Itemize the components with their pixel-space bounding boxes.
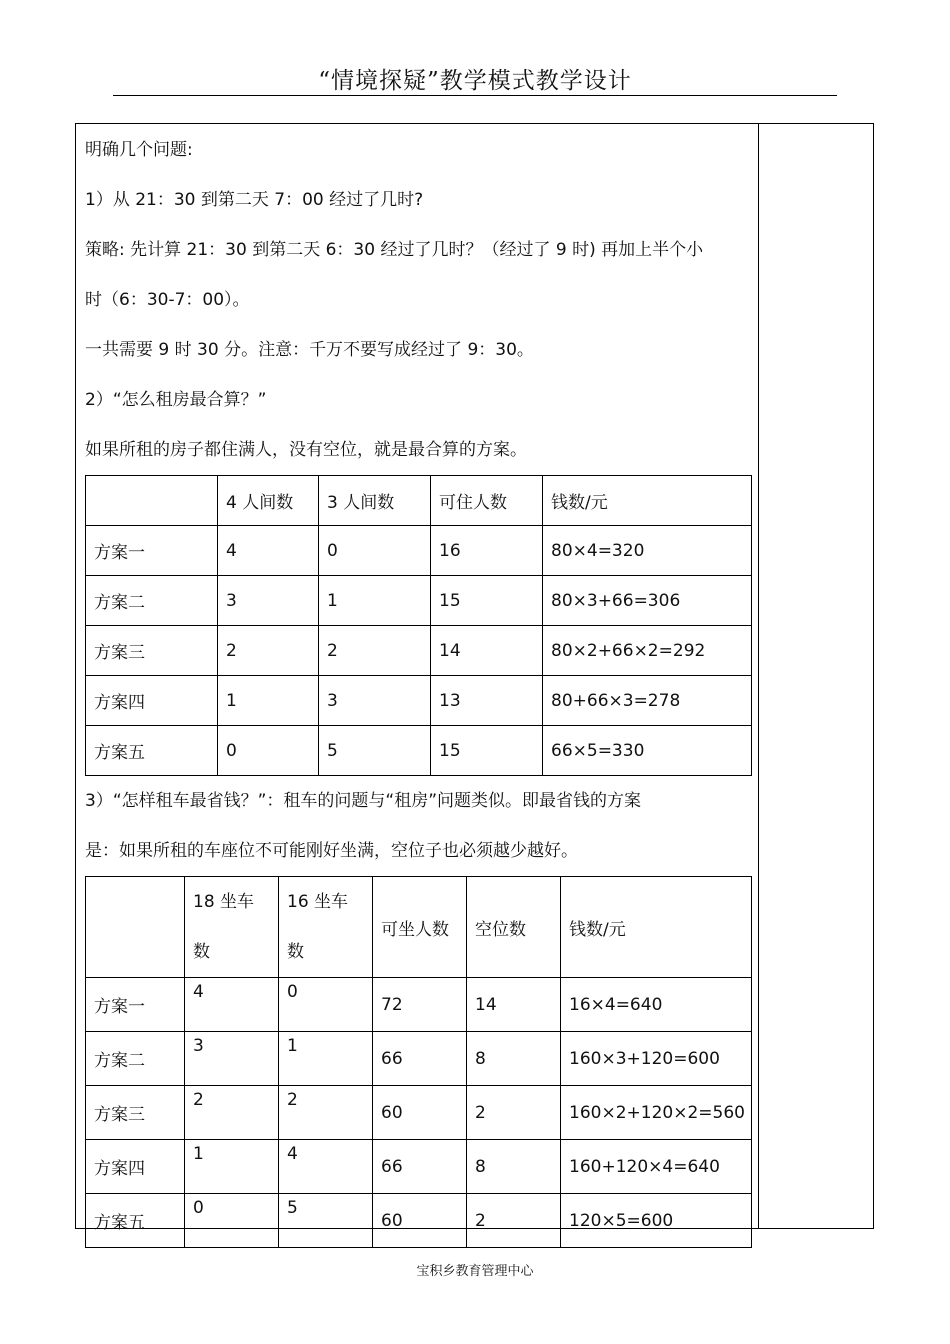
table-cell: 方案一 [86, 526, 218, 576]
table-cell: 方案三 [86, 1086, 185, 1140]
table-cell: 66×5=330 [543, 726, 752, 776]
paragraph-question-3: 3）“怎样租车最省钱？”：租车的问题与“租房”问题类似。即最省钱的方案 [85, 791, 642, 811]
paragraph-housing-rule: 如果所租的房子都住满人，没有空位，就是最合算的方案。 [85, 440, 527, 460]
header-cell: 18 坐车数 [185, 877, 279, 978]
table-cell: 方案一 [86, 978, 185, 1032]
table-cell: 120×5=600 [561, 1194, 752, 1248]
table-cell: 15 [431, 726, 543, 776]
table-cell: 14 [431, 626, 543, 676]
table-cell: 80×2+66×2=292 [543, 626, 752, 676]
table-cell: 13 [431, 676, 543, 726]
table-row [86, 1194, 752, 1248]
table-header-row [86, 476, 752, 526]
header-cell: 可坐人数 [373, 877, 467, 978]
table-cell: 0 [218, 726, 319, 776]
table-cell: 1 [218, 676, 319, 726]
header-cell [86, 476, 218, 526]
table-cell: 2 [185, 1086, 279, 1140]
table-cell: 方案三 [86, 626, 218, 676]
table-cell: 66 [373, 1032, 467, 1086]
table-cell: 方案二 [86, 576, 218, 626]
header-cell: 3 人间数 [319, 476, 431, 526]
table-row [86, 626, 752, 676]
table-row [86, 676, 752, 726]
header-cell: 4 人间数 [218, 476, 319, 526]
header-cell [86, 877, 185, 978]
table-cell: 3 [218, 576, 319, 626]
table-cell: 2 [467, 1086, 561, 1140]
table-cell: 1 [319, 576, 431, 626]
header-rule [113, 95, 837, 96]
page-footer: 宝积乡教育管理中心 [416, 1264, 534, 1279]
header-cell: 钱数/元 [561, 877, 752, 978]
table-cell: 1 [185, 1140, 279, 1194]
table-cell: 15 [431, 576, 543, 626]
paragraph-intro: 明确几个问题: [85, 140, 193, 160]
table-cell: 72 [373, 978, 467, 1032]
table-cell: 4 [279, 1140, 373, 1194]
table-cell: 3 [185, 1032, 279, 1086]
table-cell: 160×3+120=600 [561, 1032, 752, 1086]
table-cell: 0 [185, 1194, 279, 1248]
table-cell: 0 [279, 978, 373, 1032]
table-cell: 5 [319, 726, 431, 776]
table-cell: 66 [373, 1140, 467, 1194]
paragraph-strategy: 策略: 先计算 21：30 到第二天 6：30 经过了几时？（经过了 9 时) 再加上半个小 [85, 240, 704, 260]
header-cell: 空位数 [467, 877, 561, 978]
table-row [86, 978, 752, 1032]
table-cell: 方案二 [86, 1032, 185, 1086]
table-cell: 方案四 [86, 1140, 185, 1194]
table-row [86, 526, 752, 576]
table-cell: 0 [319, 526, 431, 576]
table-cell: 方案五 [86, 1194, 185, 1248]
table-cell: 4 [218, 526, 319, 576]
table-cell: 3 [319, 676, 431, 726]
paragraph-car-rule: 是：如果所租的车座位不可能刚好坐满，空位子也必须越少越好。 [85, 841, 578, 861]
table-cell: 14 [467, 978, 561, 1032]
table-cell: 60 [373, 1086, 467, 1140]
table-cell: 方案五 [86, 726, 218, 776]
table-cell: 2 [467, 1194, 561, 1248]
table-cell: 160+120×4=640 [561, 1140, 752, 1194]
car-rental-table [85, 876, 752, 1248]
frame-column-divider [758, 123, 759, 1229]
table-cell: 80×4=320 [543, 526, 752, 576]
table-header-row [86, 877, 752, 978]
housing-plan-table [85, 475, 752, 776]
table-cell: 16 [431, 526, 543, 576]
paragraph-total: 一共需要 9 时 30 分。注意：千万不要写成经过了 9：30。 [85, 340, 534, 360]
table-cell: 4 [185, 978, 279, 1032]
table-cell: 60 [373, 1194, 467, 1248]
table-cell: 1 [279, 1032, 373, 1086]
table-row [86, 726, 752, 776]
table-row [86, 1140, 752, 1194]
paragraph-question-1: 1）从 21：30 到第二天 7：00 经过了几时? [85, 190, 424, 210]
table-cell: 2 [218, 626, 319, 676]
table-row [86, 1086, 752, 1140]
page-header-title: “情境探疑”教学模式教学设计 [318, 68, 632, 94]
table-cell: 5 [279, 1194, 373, 1248]
paragraph-strategy-cont: 时（6：30-7：00）。 [85, 290, 250, 310]
table-cell: 8 [467, 1032, 561, 1086]
header-cell: 钱数/元 [543, 476, 752, 526]
paragraph-question-2: 2）“怎么租房最合算？” [85, 390, 267, 410]
header-cell: 16 坐车数 [279, 877, 373, 978]
table-cell: 2 [279, 1086, 373, 1140]
table-cell: 2 [319, 626, 431, 676]
table-cell: 方案四 [86, 676, 218, 726]
table-cell: 80+66×3=278 [543, 676, 752, 726]
table-cell: 8 [467, 1140, 561, 1194]
table-cell: 16×4=640 [561, 978, 752, 1032]
header-cell: 可住人数 [431, 476, 543, 526]
table-row [86, 1032, 752, 1086]
table-cell: 80×3+66=306 [543, 576, 752, 626]
table-row [86, 576, 752, 626]
table-cell: 160×2+120×2=560 [561, 1086, 752, 1140]
main-content [85, 125, 751, 1248]
